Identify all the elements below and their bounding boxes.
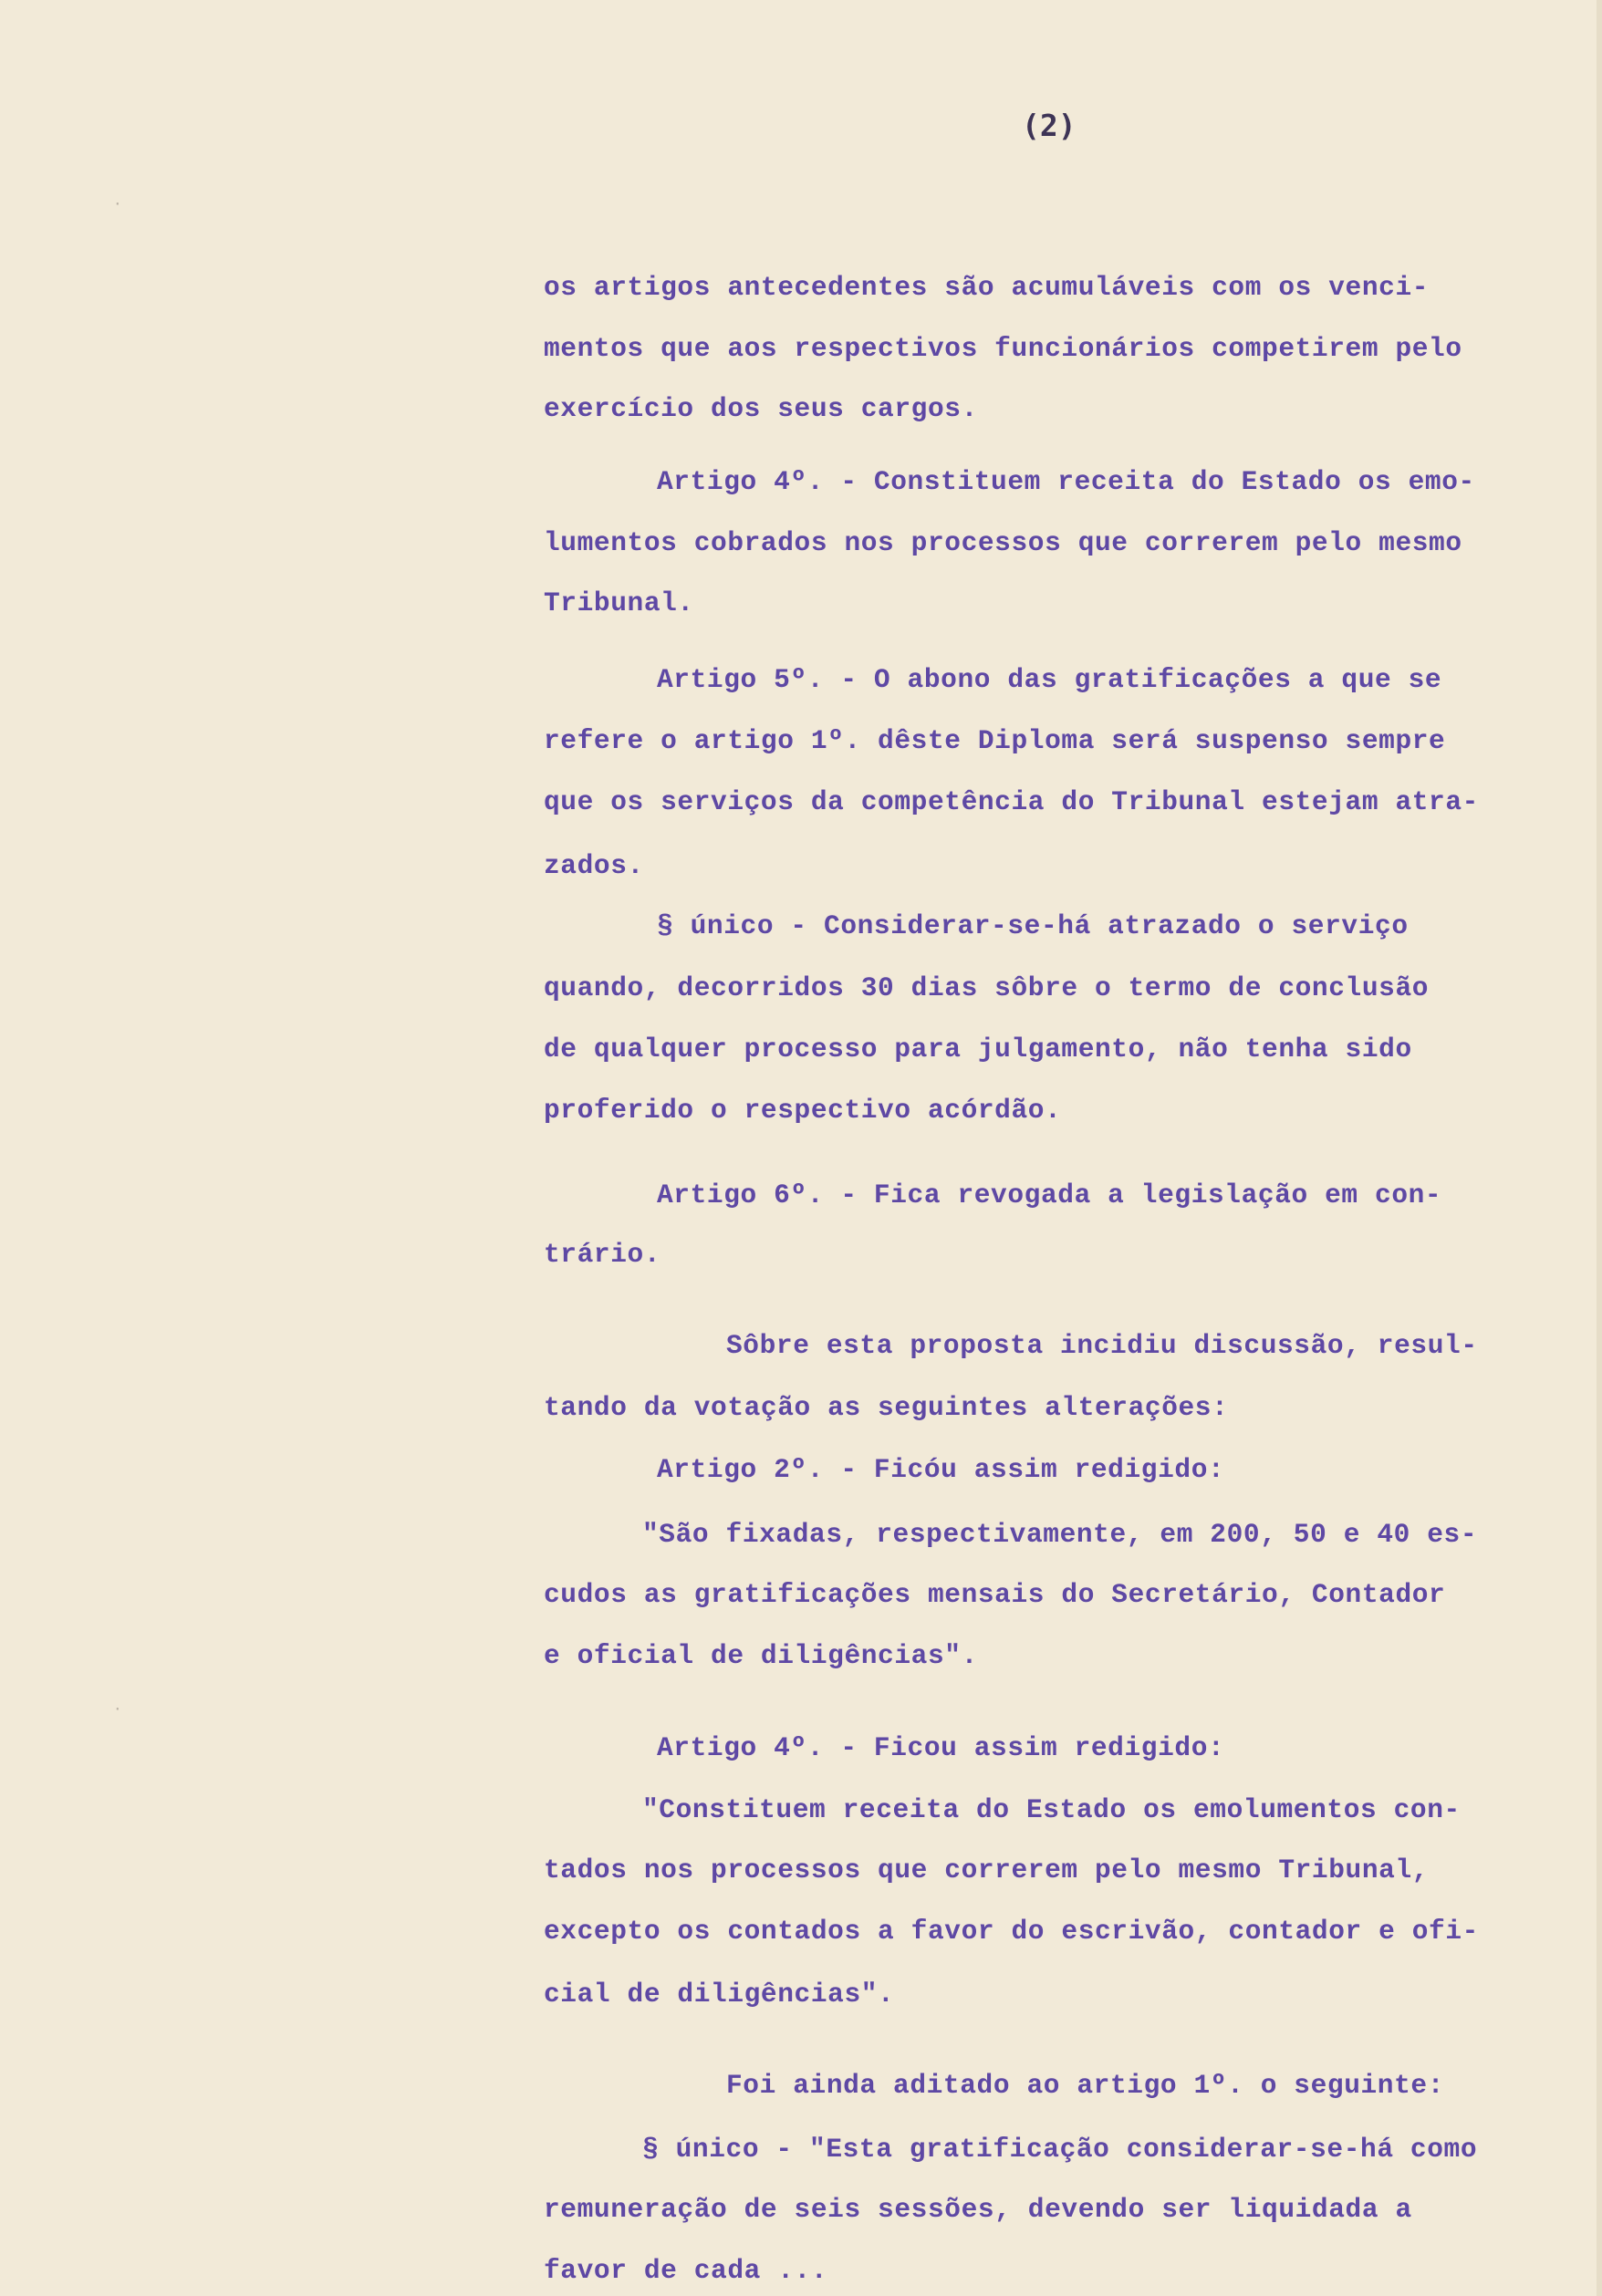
text-line: refere o artigo 1º. dêste Diploma será suspenso sempre	[544, 725, 1446, 756]
text-line: Tribunal.	[544, 587, 694, 618]
text-line: Artigo 4º. - Constituem receita do Estado os emo-	[657, 466, 1475, 497]
text-line: cial de diligências".	[544, 1979, 895, 2010]
text-line: exercício dos seus cargos.	[544, 393, 978, 424]
text-line: "São fixadas, respectivamente, em 200, 50 e 40 es-	[642, 1519, 1478, 1550]
text-line: Artigo 4º. - Ficou assim redigido:	[657, 1732, 1225, 1763]
text-line: Foi ainda aditado ao artigo 1º. o seguinte:	[726, 2070, 1445, 2101]
text-line: excepto os contados a favor do escrivão, contador e ofi-	[544, 1916, 1479, 1947]
text-line: Artigo 2º. - Ficóu assim redigido:	[657, 1454, 1225, 1485]
text-line: que os serviços da competência do Tribunal estejam atra-	[544, 786, 1479, 817]
text-line: quando, decorridos 30 dias sôbre o termo de conclusão	[544, 972, 1430, 1003]
text-line: trário.	[544, 1239, 661, 1270]
text-line: "Constituem receita do Estado os emolumentos con-	[642, 1794, 1461, 1825]
text-line: Artigo 6º. - Fica revogada a legislação em con-	[657, 1179, 1442, 1210]
text-line: Artigo 5º. - O abono das gratificações a que se	[657, 664, 1442, 695]
text-line: proferido o respectivo acórdão.	[544, 1095, 1062, 1126]
text-line: remuneração de seis sessões, devendo ser liquidada a	[544, 2194, 1412, 2225]
text-line: tando da votação as seguintes alterações:	[544, 1392, 1229, 1423]
text-line: Sôbre esta proposta incidiu discussão, resul-	[726, 1330, 1478, 1361]
paper-mark: ·	[113, 195, 122, 213]
text-line: e oficial de diligências".	[544, 1640, 978, 1671]
text-line: tados nos processos que correrem pelo mesmo Tribunal,	[544, 1854, 1430, 1886]
text-line: mentos que aos respectivos funcionários competirem pelo	[544, 333, 1462, 364]
text-line: cudos as gratificações mensais do Secretário, Contador	[544, 1579, 1446, 1610]
paper-mark: ·	[113, 1700, 122, 1718]
text-line: de qualquer processo para julgamento, não tenha sido	[544, 1034, 1412, 1065]
text-line: zados.	[544, 850, 644, 881]
page-number: (2)	[1022, 108, 1077, 143]
text-line: § único - "Esta gratificação considerar-se-há como	[642, 2134, 1478, 2165]
text-line: lumentos cobrados nos processos que correrem pelo mesmo	[544, 527, 1462, 558]
text-line: § único - Considerar-se-há atrazado o serviço	[657, 910, 1409, 941]
text-line: os artigos antecedentes são acumuláveis com os venci-	[544, 272, 1430, 303]
page-edge	[1597, 0, 1602, 2296]
text-line: favor de cada ...	[544, 2255, 828, 2286]
